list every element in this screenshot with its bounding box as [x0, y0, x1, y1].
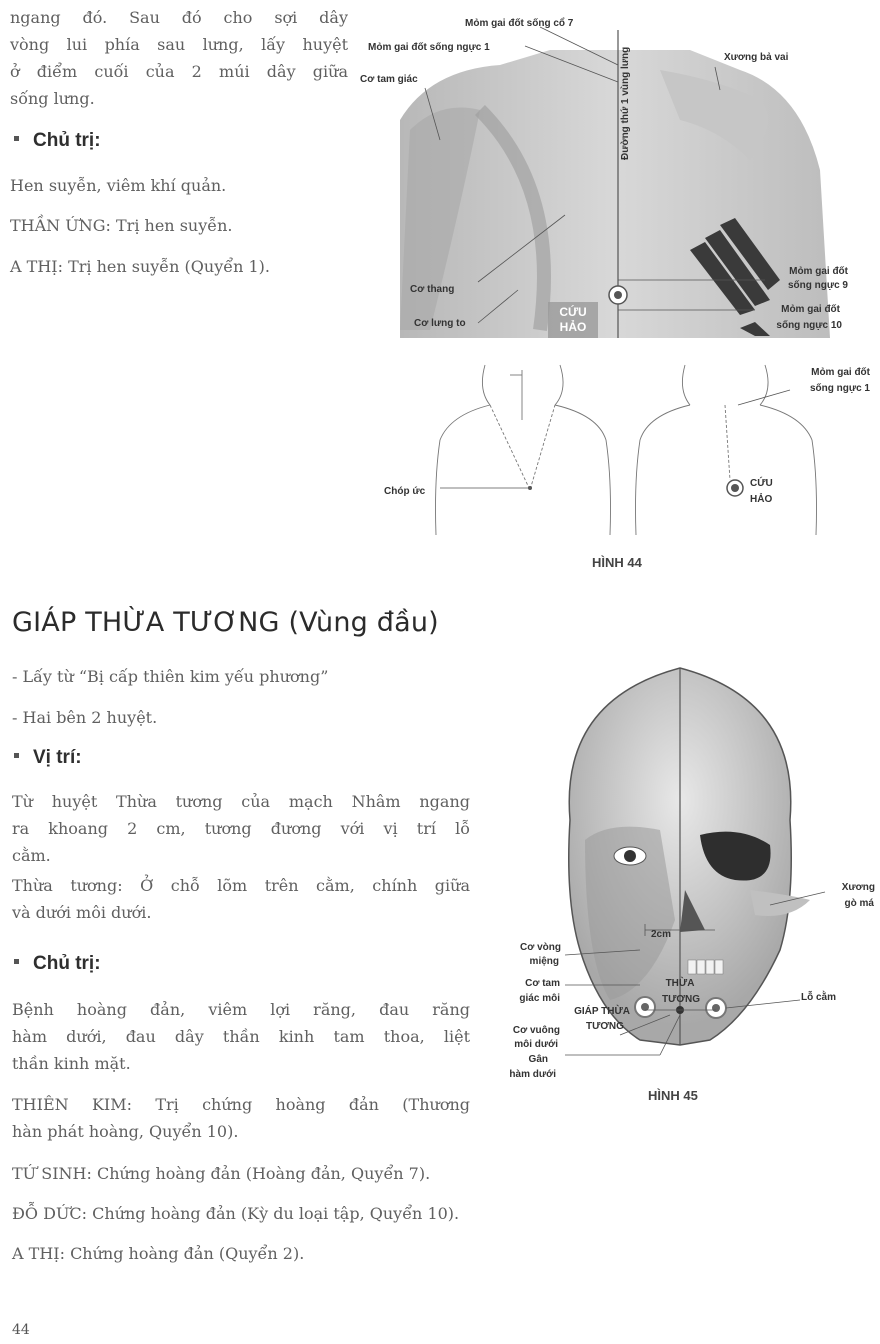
indication-tail-line: TỨ SINH: Chứng hoàng đản (Hoàng đản, Quyển 7).	[12, 1164, 431, 1183]
top-paragraph	[10, 4, 348, 112]
figure45-caption: HÌNH 45	[648, 1088, 698, 1103]
label-cuu-hao-front-2: HẢO	[750, 494, 773, 505]
top-paragraph-line: vòng lui phía sau lưng, lấy huyệt	[10, 35, 348, 54]
indication-tail-line: ĐỖ DỨC: Chứng hoàng đản (Kỳ du loại tập, Quyển 10).	[12, 1204, 460, 1223]
label-latissimus: Cơ lưng to	[414, 318, 466, 329]
indication-paragraph-1: Bệnh hoàng đản, viêm lợi răng, đau răng hàm dưới, đau dây thần kinh tam thoa, liệt thần kinh mặt.	[12, 1000, 470, 1073]
label-t1-front: Mỏm gai đốt	[811, 367, 870, 378]
label-trapezius: Cơ thang	[410, 284, 455, 295]
location-heading: Vị trí:	[14, 747, 82, 769]
label-c7: Mỏm gai đốt sống cổ 7	[465, 18, 574, 29]
intro-line: - Lấy từ “Bị cấp thiên kim yếu phương”	[12, 667, 329, 686]
figure44-front-illustration	[370, 360, 870, 540]
label-quadratus: Cơ vuông	[512, 1025, 560, 1036]
label-scapula: Xương bả vai	[724, 52, 789, 63]
label-orbicularis: Cơ vòng	[520, 942, 561, 953]
label-quadratus-2: môi dưới	[514, 1039, 558, 1050]
label-t9: Mỏm gai đốt	[789, 266, 848, 277]
label-cuu-hao-2: HẢO	[559, 320, 587, 334]
section1-item: Hen suyễn, viêm khí quản.	[10, 176, 227, 195]
label-triangularis: Cơ tam	[525, 978, 560, 989]
top-paragraph-line: ngang đó. Sau đó cho sợi dây	[10, 8, 348, 27]
bullet-icon	[14, 136, 19, 141]
section-title: GIÁP THỪA TƯƠNG (Vùng đầu)	[12, 607, 439, 638]
bullet-icon	[14, 753, 19, 758]
label-sternum: Chóp ức	[384, 486, 426, 497]
label-cuu-hao: CỨU	[559, 305, 587, 319]
bullet-icon	[14, 959, 19, 964]
label-zygoma: Xương	[841, 882, 875, 893]
section1-item: THẦN ỨNG: Trị hen suyễn.	[10, 216, 233, 235]
label-thua-tuong-2: TƯƠNG	[662, 994, 700, 1005]
figure45-skull-illustration	[490, 660, 875, 1080]
label-chin-foramen: Lỗ cằm	[801, 992, 837, 1003]
top-paragraph-line: ở điểm cuối của 2 múi dây giữa	[10, 62, 348, 81]
label-triangularis-2: giác môi	[519, 993, 560, 1004]
label-2cm: 2cm	[651, 929, 672, 940]
label-orbicularis-2: miệng	[529, 956, 559, 967]
page-number: 44	[12, 1322, 30, 1338]
label-t9-2: sống ngực 9	[787, 280, 848, 291]
location-paragraph-2: Thừa tương: Ở chỗ lõm trên cằm, chính giữa và dưới môi dưới.	[12, 876, 470, 922]
label-tendon: Gân	[528, 1054, 548, 1065]
label-giap-thua-tuong-2: TƯƠNG	[586, 1021, 624, 1032]
label-t10: Mỏm gai đốt	[781, 304, 840, 315]
intro-line: - Hai bên 2 huyệt.	[12, 708, 158, 727]
indication-tail-line: A THỊ: Chứng hoàng đản (Quyển 2).	[12, 1244, 305, 1263]
indication-paragraph-2: THIÊN KIM: Trị chứng hoàng đản (Thương hàn phát hoàng, Quyển 10).	[12, 1095, 470, 1141]
label-t1: Mỏm gai đốt sống ngực 1	[368, 42, 490, 53]
label-t1-front-2: sống ngực 1	[809, 383, 870, 394]
section1-heading: Chủ trị:	[14, 130, 101, 152]
figure44-caption: HÌNH 44	[592, 555, 642, 570]
section1-item: A THỊ: Trị hen suyễn (Quyển 1).	[10, 257, 270, 276]
label-midline: Đường thứ 1 vùng lưng	[620, 46, 631, 160]
label-cuu-hao-front: CỨU	[750, 478, 773, 489]
label-thua-tuong: THỪA	[665, 978, 695, 989]
figure44-back-illustration	[360, 10, 870, 340]
indication-heading: Chủ trị:	[14, 953, 101, 975]
label-giap-thua-tuong: GIÁP THỪA	[574, 1006, 630, 1017]
top-paragraph-line: sống lưng.	[10, 89, 95, 108]
label-t10-2: sống ngực 10	[776, 320, 842, 331]
label-tendon-2: hàm dưới	[509, 1069, 556, 1080]
location-paragraph-1: Từ huyệt Thừa tương của mạch Nhâm ngang ra khoang 2 cm, tương đương với vị trí lỗ cằm.	[12, 792, 470, 865]
eye-icon	[624, 850, 636, 862]
label-deltoid: Cơ tam giác	[360, 74, 418, 85]
label-zygoma-2: gò má	[844, 898, 874, 909]
